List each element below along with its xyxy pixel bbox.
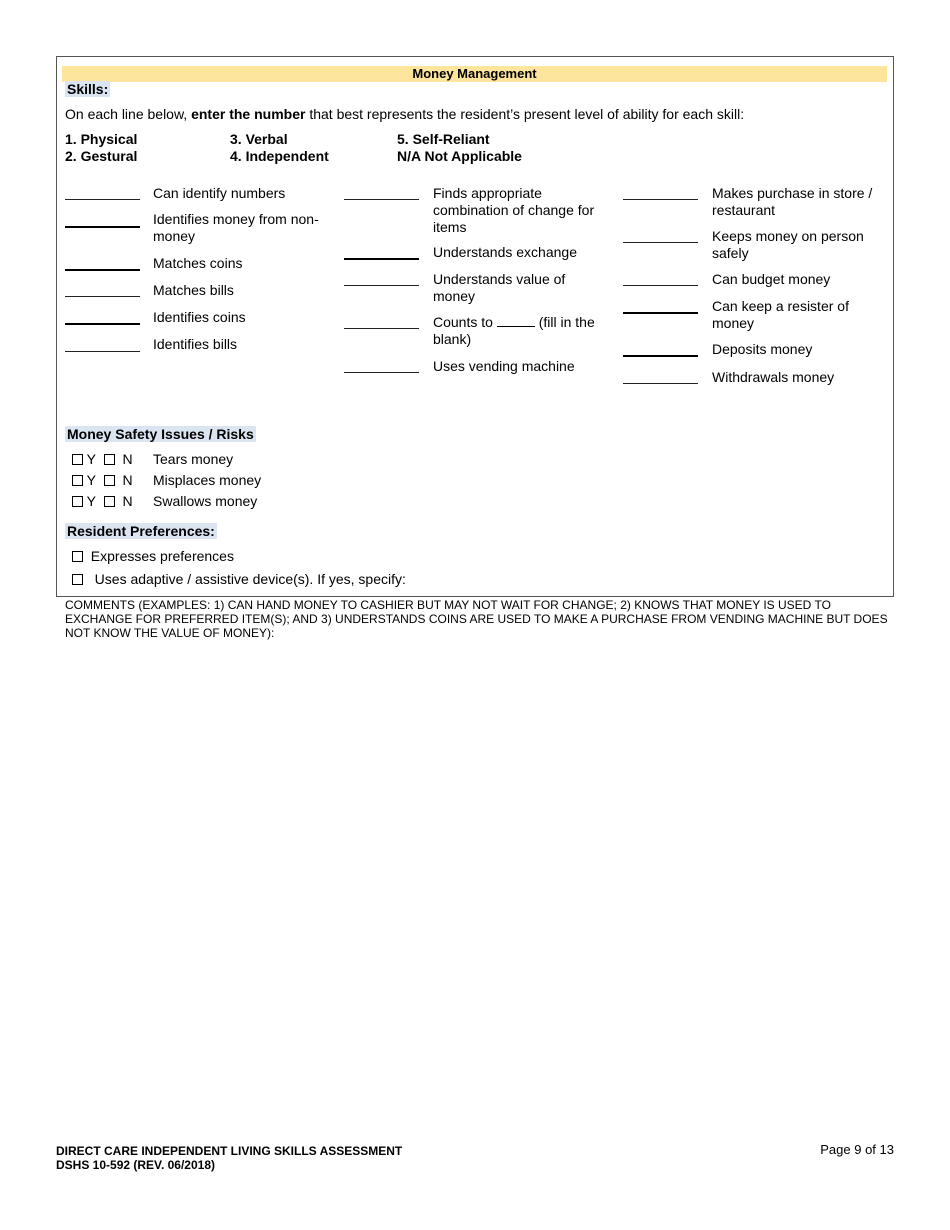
- skill-label: Keeps money on person safely: [712, 228, 864, 261]
- rating-blank[interactable]: [65, 323, 140, 325]
- skill-label: Matches bills: [153, 282, 234, 298]
- safety-heading-text: Money Safety Issues / Risks: [67, 426, 254, 442]
- section-title: Money Management: [62, 66, 887, 82]
- rating-blank[interactable]: [65, 269, 140, 271]
- yes-checkbox[interactable]: [72, 454, 83, 465]
- rating-blank[interactable]: [623, 312, 698, 314]
- skill-label-counts-to: [433, 314, 608, 348]
- rating-blank[interactable]: [623, 383, 698, 384]
- safety-row: [72, 451, 133, 468]
- no-checkbox[interactable]: [104, 496, 115, 507]
- skill-label: Can keep a resister of money: [712, 298, 849, 331]
- preferences-heading: [65, 523, 217, 540]
- skill-label: Understands value of money: [433, 271, 566, 304]
- preference-checkbox[interactable]: [72, 551, 83, 562]
- safety-item-label: Swallows money: [153, 493, 258, 509]
- form-title: DIRECT CARE INDEPENDENT LIVING SKILLS ASSESSMENT: [56, 1144, 403, 1158]
- instruction-post: that best represents the resident’s present level of ability for each skill:: [305, 106, 745, 122]
- no-checkbox[interactable]: [104, 475, 115, 486]
- rating-blank[interactable]: [344, 285, 419, 286]
- preference-checkbox[interactable]: [72, 574, 83, 585]
- preferences-heading-text: Resident Preferences:: [67, 523, 215, 539]
- skills-heading: [65, 81, 110, 98]
- no-checkbox[interactable]: [104, 454, 115, 465]
- legend-self-reliant: 5. Self-Reliant: [397, 131, 490, 147]
- legend-physical: 1. Physical: [65, 131, 138, 147]
- counts-to-pre: Counts to: [433, 314, 493, 330]
- skill-label: Can identify numbers: [153, 185, 286, 201]
- no-label: N: [122, 472, 133, 488]
- rating-blank[interactable]: [344, 372, 419, 373]
- skill-label: Matches coins: [153, 255, 243, 271]
- legend-gestural: 2. Gestural: [65, 148, 138, 164]
- comments-label: COMMENTS (EXAMPLES: 1) CAN HAND MONEY TO CASHIER BUT MAY NOT WAIT FOR CHANGE; 2) KNOWS THAT MONEY IS USED TO EXCHANGE FOR PREFERRED ITEM(S); AND 3) UNDERSTANDS COINS ARE USED TO MAKE A PURCHASE FROM VENDING MACHINE BUT DOES NOT KNOW THE VALUE OF MONEY):: [65, 598, 888, 640]
- rating-blank[interactable]: [65, 351, 140, 352]
- counts-to-blank[interactable]: [497, 314, 535, 327]
- rating-blank[interactable]: [623, 355, 698, 357]
- skill-label: Deposits money: [712, 341, 813, 357]
- instruction-bold: enter the number: [191, 106, 306, 122]
- skills-heading-text: Skills:: [67, 81, 109, 97]
- safety-heading: [65, 426, 256, 443]
- preference-label: Expresses preferences: [90, 548, 234, 564]
- no-label: N: [122, 493, 133, 509]
- page-number: Page 9 of 13: [820, 1142, 894, 1157]
- safety-row: [72, 493, 133, 510]
- skill-label: Identifies money from non-money: [153, 211, 319, 244]
- legend-verbal: 3. Verbal: [230, 131, 288, 147]
- preference-row: [72, 548, 234, 565]
- skill-label: Uses vending machine: [433, 358, 575, 374]
- yes-checkbox[interactable]: [72, 496, 83, 507]
- skill-label: Identifies bills: [153, 336, 238, 352]
- instruction-text: [65, 106, 885, 123]
- skill-label: Understands exchange: [433, 244, 577, 260]
- yes-label: Y: [86, 451, 96, 467]
- skill-label: Withdrawals money: [712, 369, 835, 385]
- rating-blank[interactable]: [623, 285, 698, 286]
- form-number: DSHS 10-592 (REV. 06/2018): [56, 1158, 215, 1172]
- instruction-pre: On each line below,: [65, 106, 192, 122]
- preference-row: [72, 571, 406, 588]
- rating-blank[interactable]: [344, 328, 419, 329]
- skill-label: Can budget money: [712, 271, 831, 287]
- safety-item-label: Misplaces money: [153, 472, 262, 488]
- rating-blank[interactable]: [344, 199, 419, 200]
- safety-item-label: Tears money: [153, 451, 234, 467]
- rating-blank[interactable]: [623, 199, 698, 200]
- rating-blank[interactable]: [623, 242, 698, 243]
- rating-blank[interactable]: [344, 258, 419, 260]
- rating-blank[interactable]: [65, 226, 140, 228]
- safety-row: [72, 472, 133, 489]
- skill-label: Makes purchase in store / restaurant: [712, 185, 873, 218]
- legend-not-applicable: N/A Not Applicable: [397, 148, 522, 164]
- counts-to-post: (fill in the blank): [433, 314, 595, 347]
- skill-label: Identifies coins: [153, 309, 246, 325]
- legend-independent: 4. Independent: [230, 148, 329, 164]
- preference-label: Uses adaptive / assistive device(s). If yes, specify:: [94, 571, 406, 587]
- rating-blank[interactable]: [65, 199, 140, 200]
- yes-label: Y: [86, 493, 96, 509]
- yes-label: Y: [86, 472, 96, 488]
- skill-label: Finds appropriate combination of change for items: [433, 185, 595, 235]
- no-label: N: [122, 451, 133, 467]
- yes-checkbox[interactable]: [72, 475, 83, 486]
- rating-blank[interactable]: [65, 296, 140, 297]
